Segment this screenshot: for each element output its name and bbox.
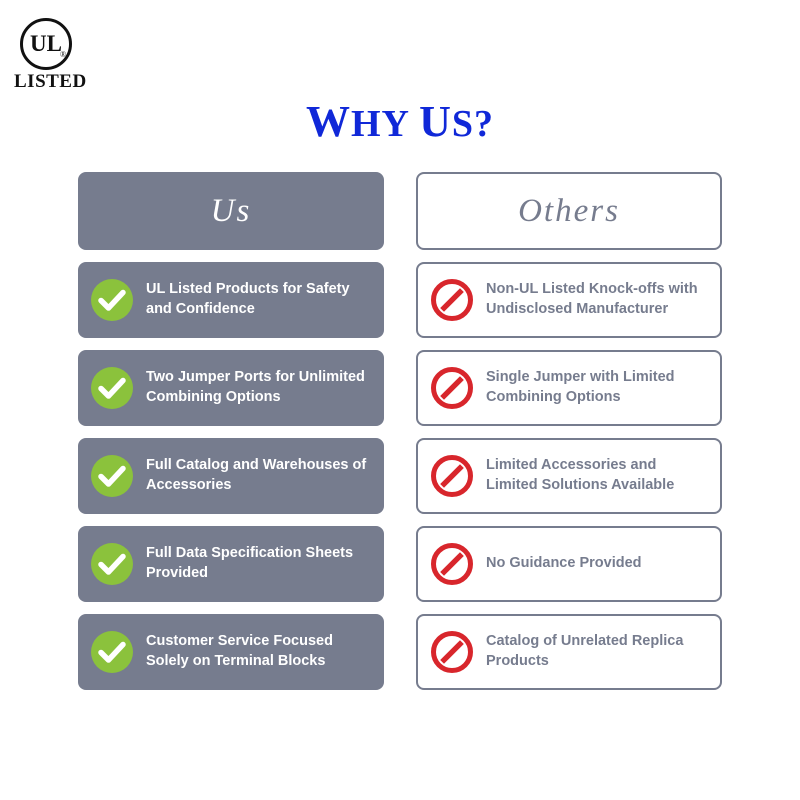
ul-listed-label: LISTED (14, 71, 87, 92)
others-cell-text: Catalog of Unrelated Replica Products (486, 633, 684, 669)
others-cell-text: Single Jumper with Limited Combining Options (486, 369, 675, 405)
no-entry-icon (430, 454, 474, 498)
registered-trademark-mark: ® (60, 50, 67, 59)
title-text-hy: HY (350, 103, 409, 145)
us-cell (78, 262, 384, 338)
column-header-others (416, 172, 722, 250)
no-entry-icon (430, 542, 474, 586)
table-row (78, 350, 722, 426)
us-cell-text: Full Catalog and Warehouses of Accessories (146, 457, 367, 493)
table-row (78, 262, 722, 338)
title-letter-w: W (305, 97, 351, 146)
others-cell-text: Limited Accessories and Limited Solutions Available (486, 457, 675, 493)
check-circle-icon (90, 366, 134, 410)
table-row (78, 614, 722, 690)
check-circle-icon (90, 454, 134, 498)
others-cell-text: No Guidance Provided (486, 555, 642, 572)
us-cell-text: Two Jumper Ports for Unlimited Combining Options (146, 369, 365, 405)
us-cell-text: Full Data Specification Sheets Provided (146, 545, 354, 581)
column-header-others-label: Others (518, 192, 620, 229)
us-cell-text: Customer Service Focused Solely on Terminal Blocks (146, 633, 333, 669)
title-question-mark: ? (474, 103, 494, 145)
others-cell (416, 262, 722, 338)
title-text-s: S (451, 103, 474, 145)
table-row (78, 438, 722, 514)
us-cell-text: UL Listed Products for Safety and Confidence (146, 281, 350, 317)
others-cell (416, 526, 722, 602)
comparison-table (78, 172, 722, 702)
column-header-us-label: Us (210, 192, 252, 229)
check-circle-icon (90, 278, 134, 322)
no-entry-icon (430, 366, 474, 410)
column-header-us (78, 172, 384, 250)
title-letter-u: U (419, 97, 452, 146)
table-row (78, 526, 722, 602)
check-circle-icon (90, 630, 134, 674)
table-header-row (78, 172, 722, 262)
others-cell (416, 350, 722, 426)
no-entry-icon (430, 278, 474, 322)
us-cell (78, 614, 384, 690)
page-title (0, 96, 800, 147)
others-cell-text: Non-UL Listed Knock-offs with Undisclosed Manufacturer (486, 281, 698, 317)
check-circle-icon (90, 542, 134, 586)
ul-logo-letters: UL (30, 31, 62, 56)
us-cell (78, 526, 384, 602)
others-cell (416, 438, 722, 514)
ul-listed-logo (14, 18, 86, 96)
no-entry-icon (430, 630, 474, 674)
others-cell (416, 614, 722, 690)
us-cell (78, 438, 384, 514)
us-cell (78, 350, 384, 426)
